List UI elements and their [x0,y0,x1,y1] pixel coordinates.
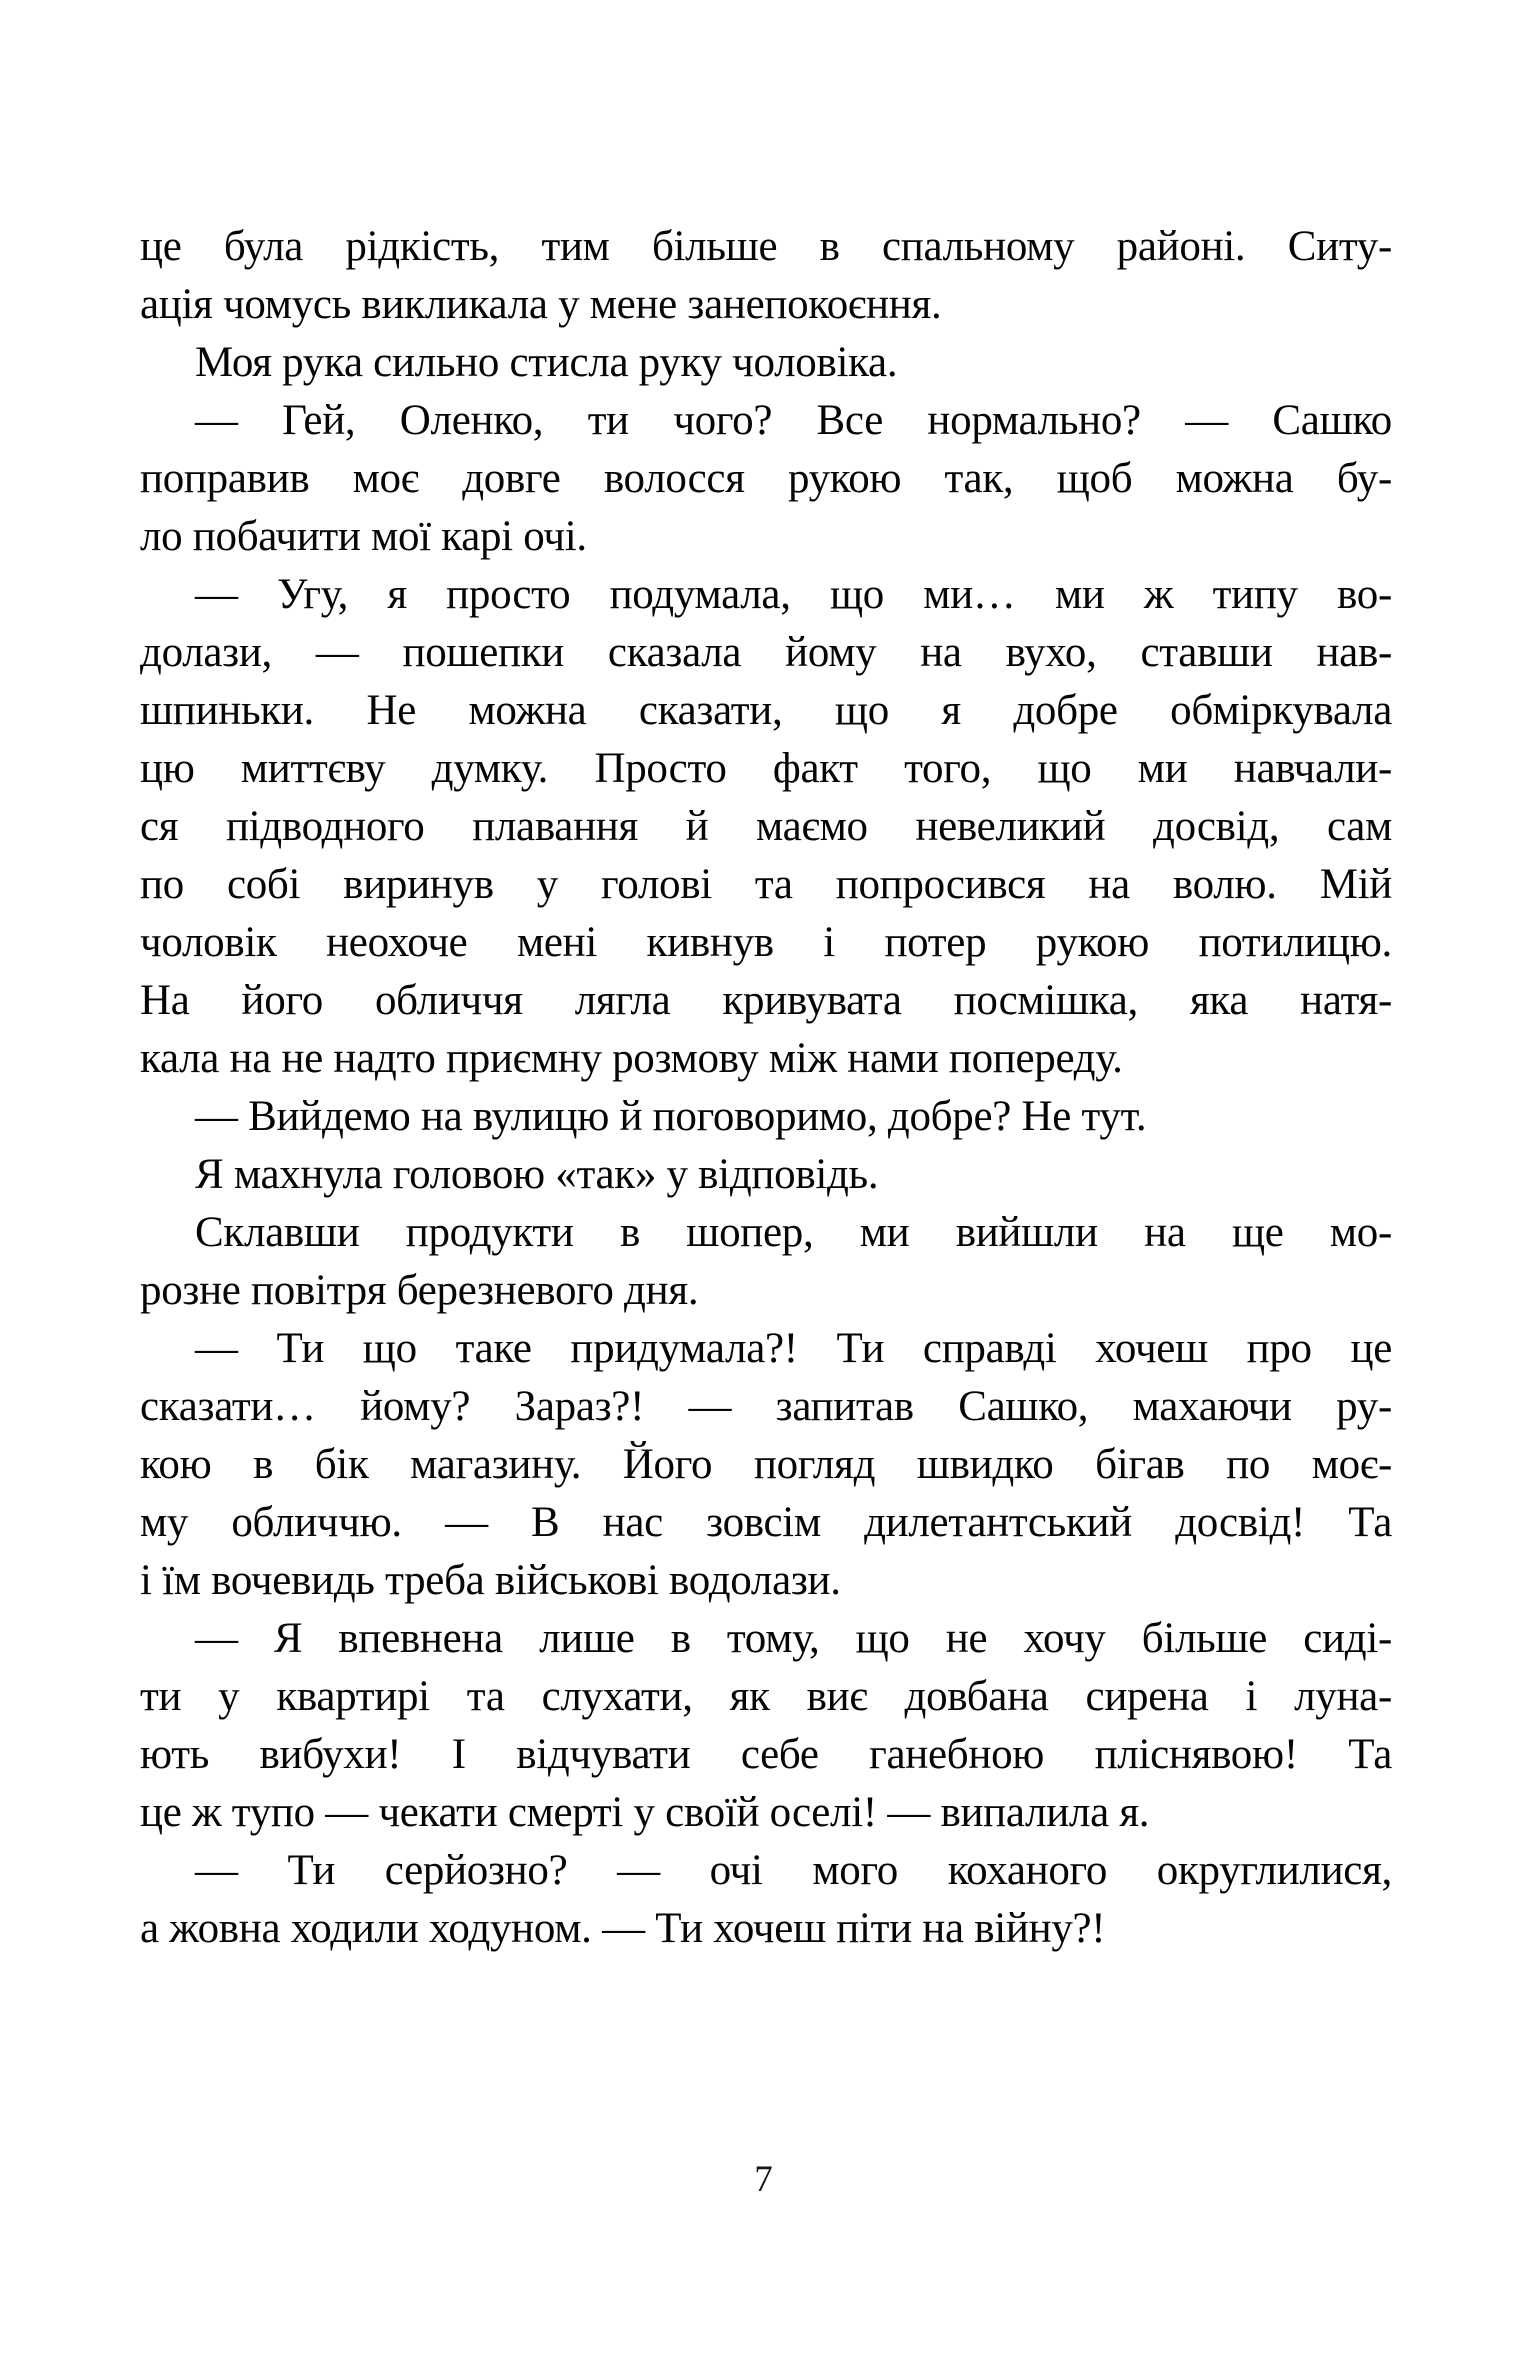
text-line: Склавши продукти в шопер, ми вийшли на ще мо- [195,1209,1392,1256]
text-line: му обличчю. — В нас зовсім дилетантський досвід! Та [140,1499,1392,1546]
text-line: На його обличчя лягла кривувата посмішка, яка натя- [140,977,1392,1024]
page-number: 7 [754,2159,773,2200]
text-line: поправив моє довге волосся рукою так, щоб можна бу- [140,455,1392,502]
text-line: — Я впевнена лише в тому, що не хочу більше сиді- [195,1615,1392,1662]
text-line: це ж тупо — чекати смерті у своїй оселі! — випалила я. [140,1789,1150,1836]
text-line: долази, — пошепки сказала йому на вухо, ставши нав- [140,629,1392,676]
text-line: ють вибухи! І відчувати себе ганебною пліснявою! Та [140,1731,1392,1778]
text-line: цю миттєву думку. Просто факт того, що ми навчали- [140,745,1392,792]
text-line: це була рідкість, тим більше в спальному районі. Ситу- [140,223,1392,270]
text-line: ся підводного плавання й маємо невеликий досвід, сам [140,803,1392,850]
text-line: Я махнула головою «так» у відповідь. [195,1151,879,1198]
text-line: ти у квартирі та слухати, як виє довбана сирена і луна- [140,1673,1392,1720]
text-line: Моя рука сильно стисла руку чоловіка. [195,339,898,386]
text-line: кала на не надто приємну розмову між нами попереду. [140,1035,1123,1082]
text-line: ло побачити мої карі очі. [140,513,587,560]
text-line: чоловік неохоче мені кивнув і потер рукою потилицю. [140,919,1392,966]
text-line: розне повітря березневого дня. [140,1267,699,1314]
text-line: шпиньки. Не можна сказати, що я добре обміркувала [140,687,1392,734]
text-line: і їм вочевидь треба військові водолази. [140,1557,841,1604]
text-line: — Гей, Оленко, ти чого? Все нормально? — Сашко [195,397,1392,444]
text-line: — Вийдемо на вулицю й поговоримо, добре? Не тут. [195,1093,1147,1140]
text-line: ація чомусь викликала у мене занепокоєння. [140,281,942,328]
text-line: — Ти серйозно? — очі мого коханого округлилися, [195,1847,1392,1894]
text-line: сказати… йому? Зараз?! — запитав Сашко, махаючи ру- [140,1383,1392,1430]
text-line: кою в бік магазину. Його погляд швидко бігав по моє- [140,1441,1392,1488]
text-line: — Угу, я просто подумала, що ми… ми ж типу во- [195,571,1392,618]
text-line: по собі виринув у голові та попросився на волю. Мій [140,861,1392,908]
text-block [140,218,1392,1958]
text-line: — Ти що таке придумала?! Ти справді хочеш про це [195,1325,1392,1372]
text-line: а жовна ходили ходуном. — Ти хочеш піти на війну?! [140,1905,1106,1952]
